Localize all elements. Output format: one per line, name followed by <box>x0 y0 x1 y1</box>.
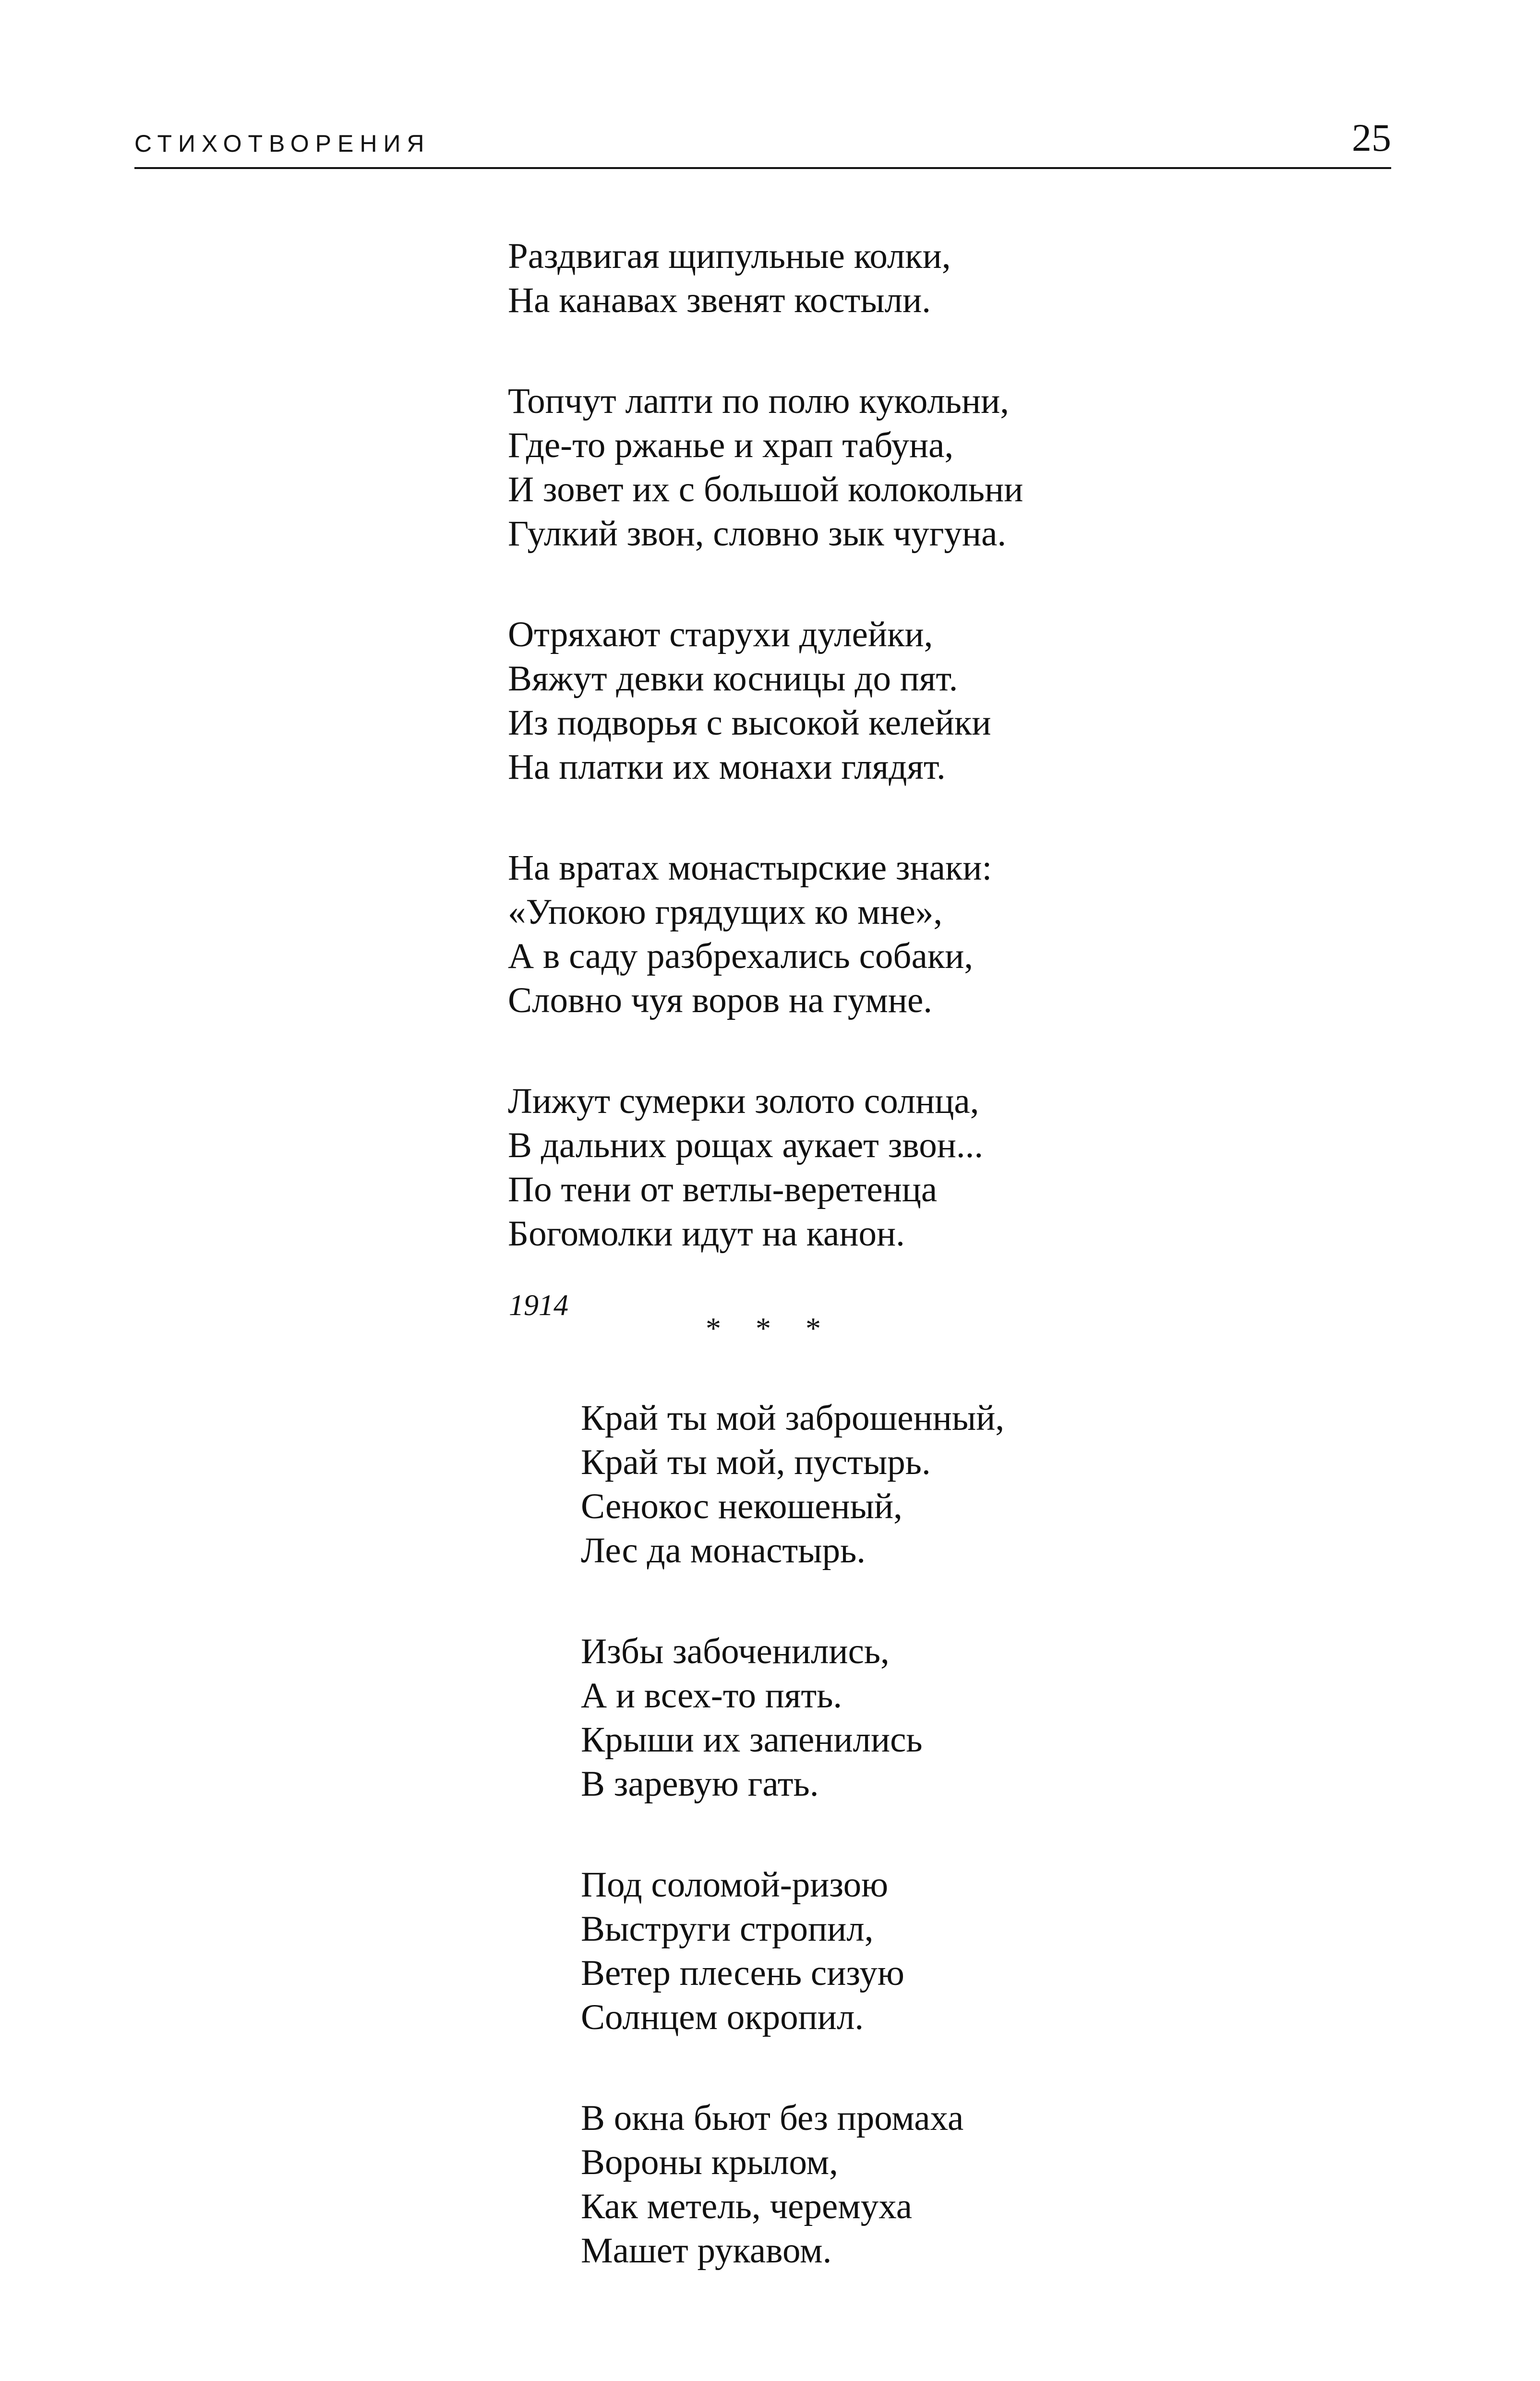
verse-line: А и всех-то пять. <box>581 1676 842 1716</box>
page-number: 25 <box>1352 116 1391 159</box>
verse-line: Под соломой-ризою <box>581 1865 889 1905</box>
page-header <box>134 111 1391 174</box>
poem-date: 1914 <box>509 1289 568 1322</box>
verse-line: «Упокою грядущих ко мне», <box>508 892 943 932</box>
verse-line: Гулкий звон, словно зык чугуна. <box>508 514 1007 554</box>
poem-1 <box>508 234 1023 1325</box>
poem-1-stanza-2 <box>508 379 1023 556</box>
verse-line: Лес да монастырь. <box>581 1531 866 1571</box>
verse-line: Избы забоченились, <box>581 1632 890 1671</box>
verse-line: Солнцем окропил. <box>581 1997 864 2037</box>
poem-1-stanza-4 <box>508 846 1023 1023</box>
section-separator: * * * <box>706 1311 834 1345</box>
verse-line: Где-то ржанье и храп табуна, <box>508 425 954 465</box>
poem-2-stanza-4 <box>581 2096 1004 2273</box>
verse-line: По тени от ветлы-веретенца <box>508 1170 938 1209</box>
verse-line: Край ты мой заброшенный, <box>581 1398 1005 1438</box>
poem-1-stanza-5 <box>508 1079 1023 1256</box>
running-title: СТИХОТВОРЕНИЯ <box>134 130 431 157</box>
verse-line: Ветер плесень сизую <box>581 1953 904 1993</box>
verse-line: Лижут сумерки золото солнца, <box>508 1081 979 1121</box>
verse-line: А в саду разбрехались собаки, <box>508 936 974 976</box>
verse-line: На платки их монахи глядят. <box>508 747 946 787</box>
verse-line: Как метель, черемуха <box>581 2187 913 2226</box>
poem-2-stanza-3 <box>581 1863 1004 2040</box>
verse-line: Вяжут девки косницы до пят. <box>508 659 958 699</box>
verse-line: В окна бьют без промаха <box>581 2098 964 2138</box>
poem-2 <box>581 1396 1004 2330</box>
verse-line: Край ты мой, пустырь. <box>581 1442 931 1482</box>
poem-1-stanza-1 <box>508 234 1023 323</box>
verse-line: На вратах монастырские знаки: <box>508 848 992 888</box>
poem-2-stanza-2 <box>581 1630 1004 1806</box>
verse-line: Сенокос некошеный, <box>581 1487 902 1526</box>
verse-line: Выструги стропил, <box>581 1909 874 1949</box>
verse-line: Отряхают старухи дулейки, <box>508 615 933 654</box>
verse-line: И зовет их с большой колокольни <box>508 470 1023 509</box>
verse-line: Из подворья с высокой келейки <box>508 703 991 743</box>
verse-line: На канавах звенят костыли. <box>508 280 931 320</box>
verse-line: Вороны крылом, <box>581 2142 838 2182</box>
verse-line: Топчут лапти по полю кукольни, <box>508 381 1009 421</box>
header-rule <box>134 167 1391 169</box>
poem-1-stanza-3 <box>508 613 1023 789</box>
verse-line: В дальних рощах аукает звон... <box>508 1125 984 1165</box>
verse-line: В заревую гать. <box>581 1764 819 1804</box>
verse-line: Словно чуя воров на гумне. <box>508 980 932 1020</box>
verse-line: Крыши их запенились <box>581 1720 923 1760</box>
poem-2-stanza-1 <box>581 1396 1004 1573</box>
verse-line: Машет рукавом. <box>581 2231 832 2271</box>
verse-line: Богомолки идут на канон. <box>508 1214 905 1254</box>
verse-line: Раздвигая щипульные колки, <box>508 236 951 276</box>
